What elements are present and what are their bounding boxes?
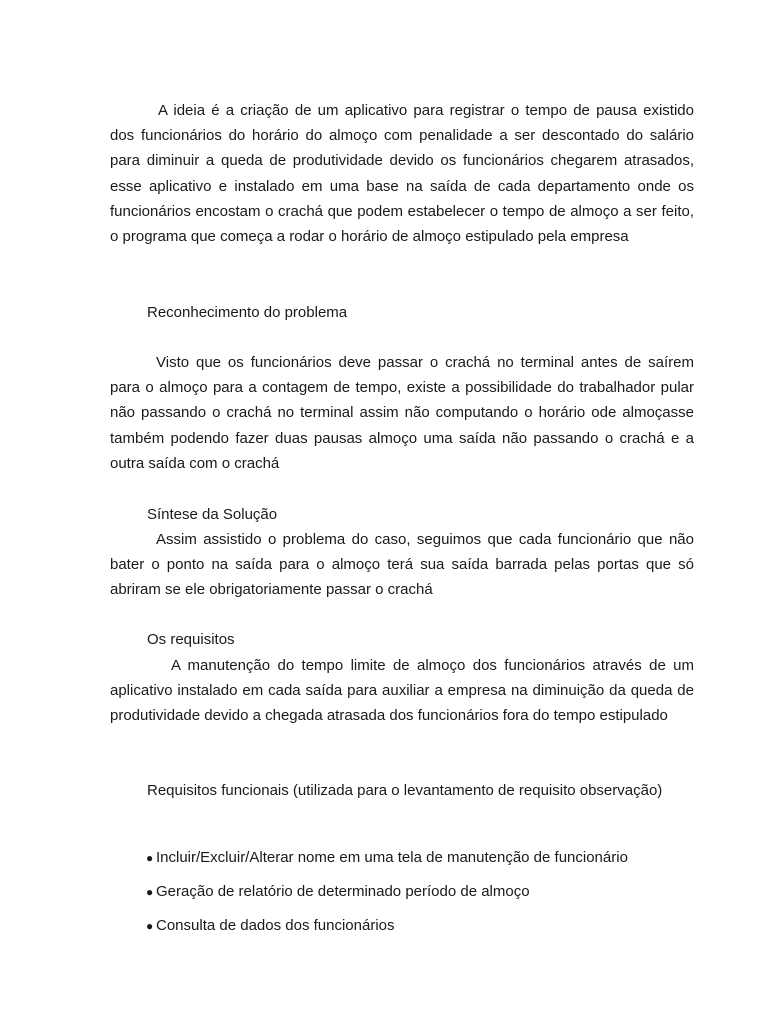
list-item — [146, 846, 628, 880]
problem-heading: Reconhecimento do problema — [147, 304, 348, 321]
bullet-icon: ● — [146, 919, 154, 933]
list-item — [146, 880, 628, 914]
solution-paragraph: Assim assistido o problema do caso, seguimos que cada funcionário que não bater o ponto na saída para o almoço terá sua saída barrada pelas portas que só abriram se ele obrigatoriamente passar o crachá — [110, 531, 694, 599]
functional-requirements-list — [146, 846, 628, 948]
intro-paragraph: A ideia é a criação de um aplicativo para registrar o tempo de pausa existido dos funcionários do horário do almoço com penalidade a ser descontado do salário para diminuir a queda de produtividade devido os funcionários chegarem atrasados, esse aplicativo e instalado em uma base na saída de cada departamento onde os funcionários encostam o crachá que podem estabelecer o tempo de almoço a ser feito, o programa que começa a rodar o horário de almoço estipulado pela empresa — [110, 102, 694, 246]
requirements-paragraph: A manutenção do tempo limite de almoço dos funcionários através de um aplicativo instalado em cada saída para auxiliar a empresa na diminuição da queda de produtividade devido a chegada atrasada dos funcionários fora do tempo estipulado — [110, 657, 694, 725]
bullet-icon: ● — [146, 851, 154, 865]
bullet-icon: ● — [146, 885, 154, 899]
list-item-text: Consulta de dados dos funcionários — [156, 917, 395, 934]
functional-requirements-heading: Requisitos funcionais (utilizada para o levantamento de requisito observação) — [147, 782, 663, 799]
list-item — [146, 914, 628, 948]
solution-heading: Síntese da Solução — [147, 506, 278, 523]
list-item-text: Incluir/Excluir/Alterar nome em uma tela de manutenção de funcionário — [156, 849, 628, 866]
problem-paragraph: Visto que os funcionários deve passar o crachá no terminal antes de saírem para o almoço para a contagem de tempo, existe a possibilidade do trabalhador pular não passando o crachá no terminal assim não computando o horário ode almoçasse também podendo fazer duas pausas almoço uma saída não passando o crachá e a outra saída com o crachá — [110, 354, 694, 472]
list-item-text: Geração de relatório de determinado período de almoço — [156, 883, 530, 900]
requirements-heading: Os requisitos — [147, 631, 235, 648]
